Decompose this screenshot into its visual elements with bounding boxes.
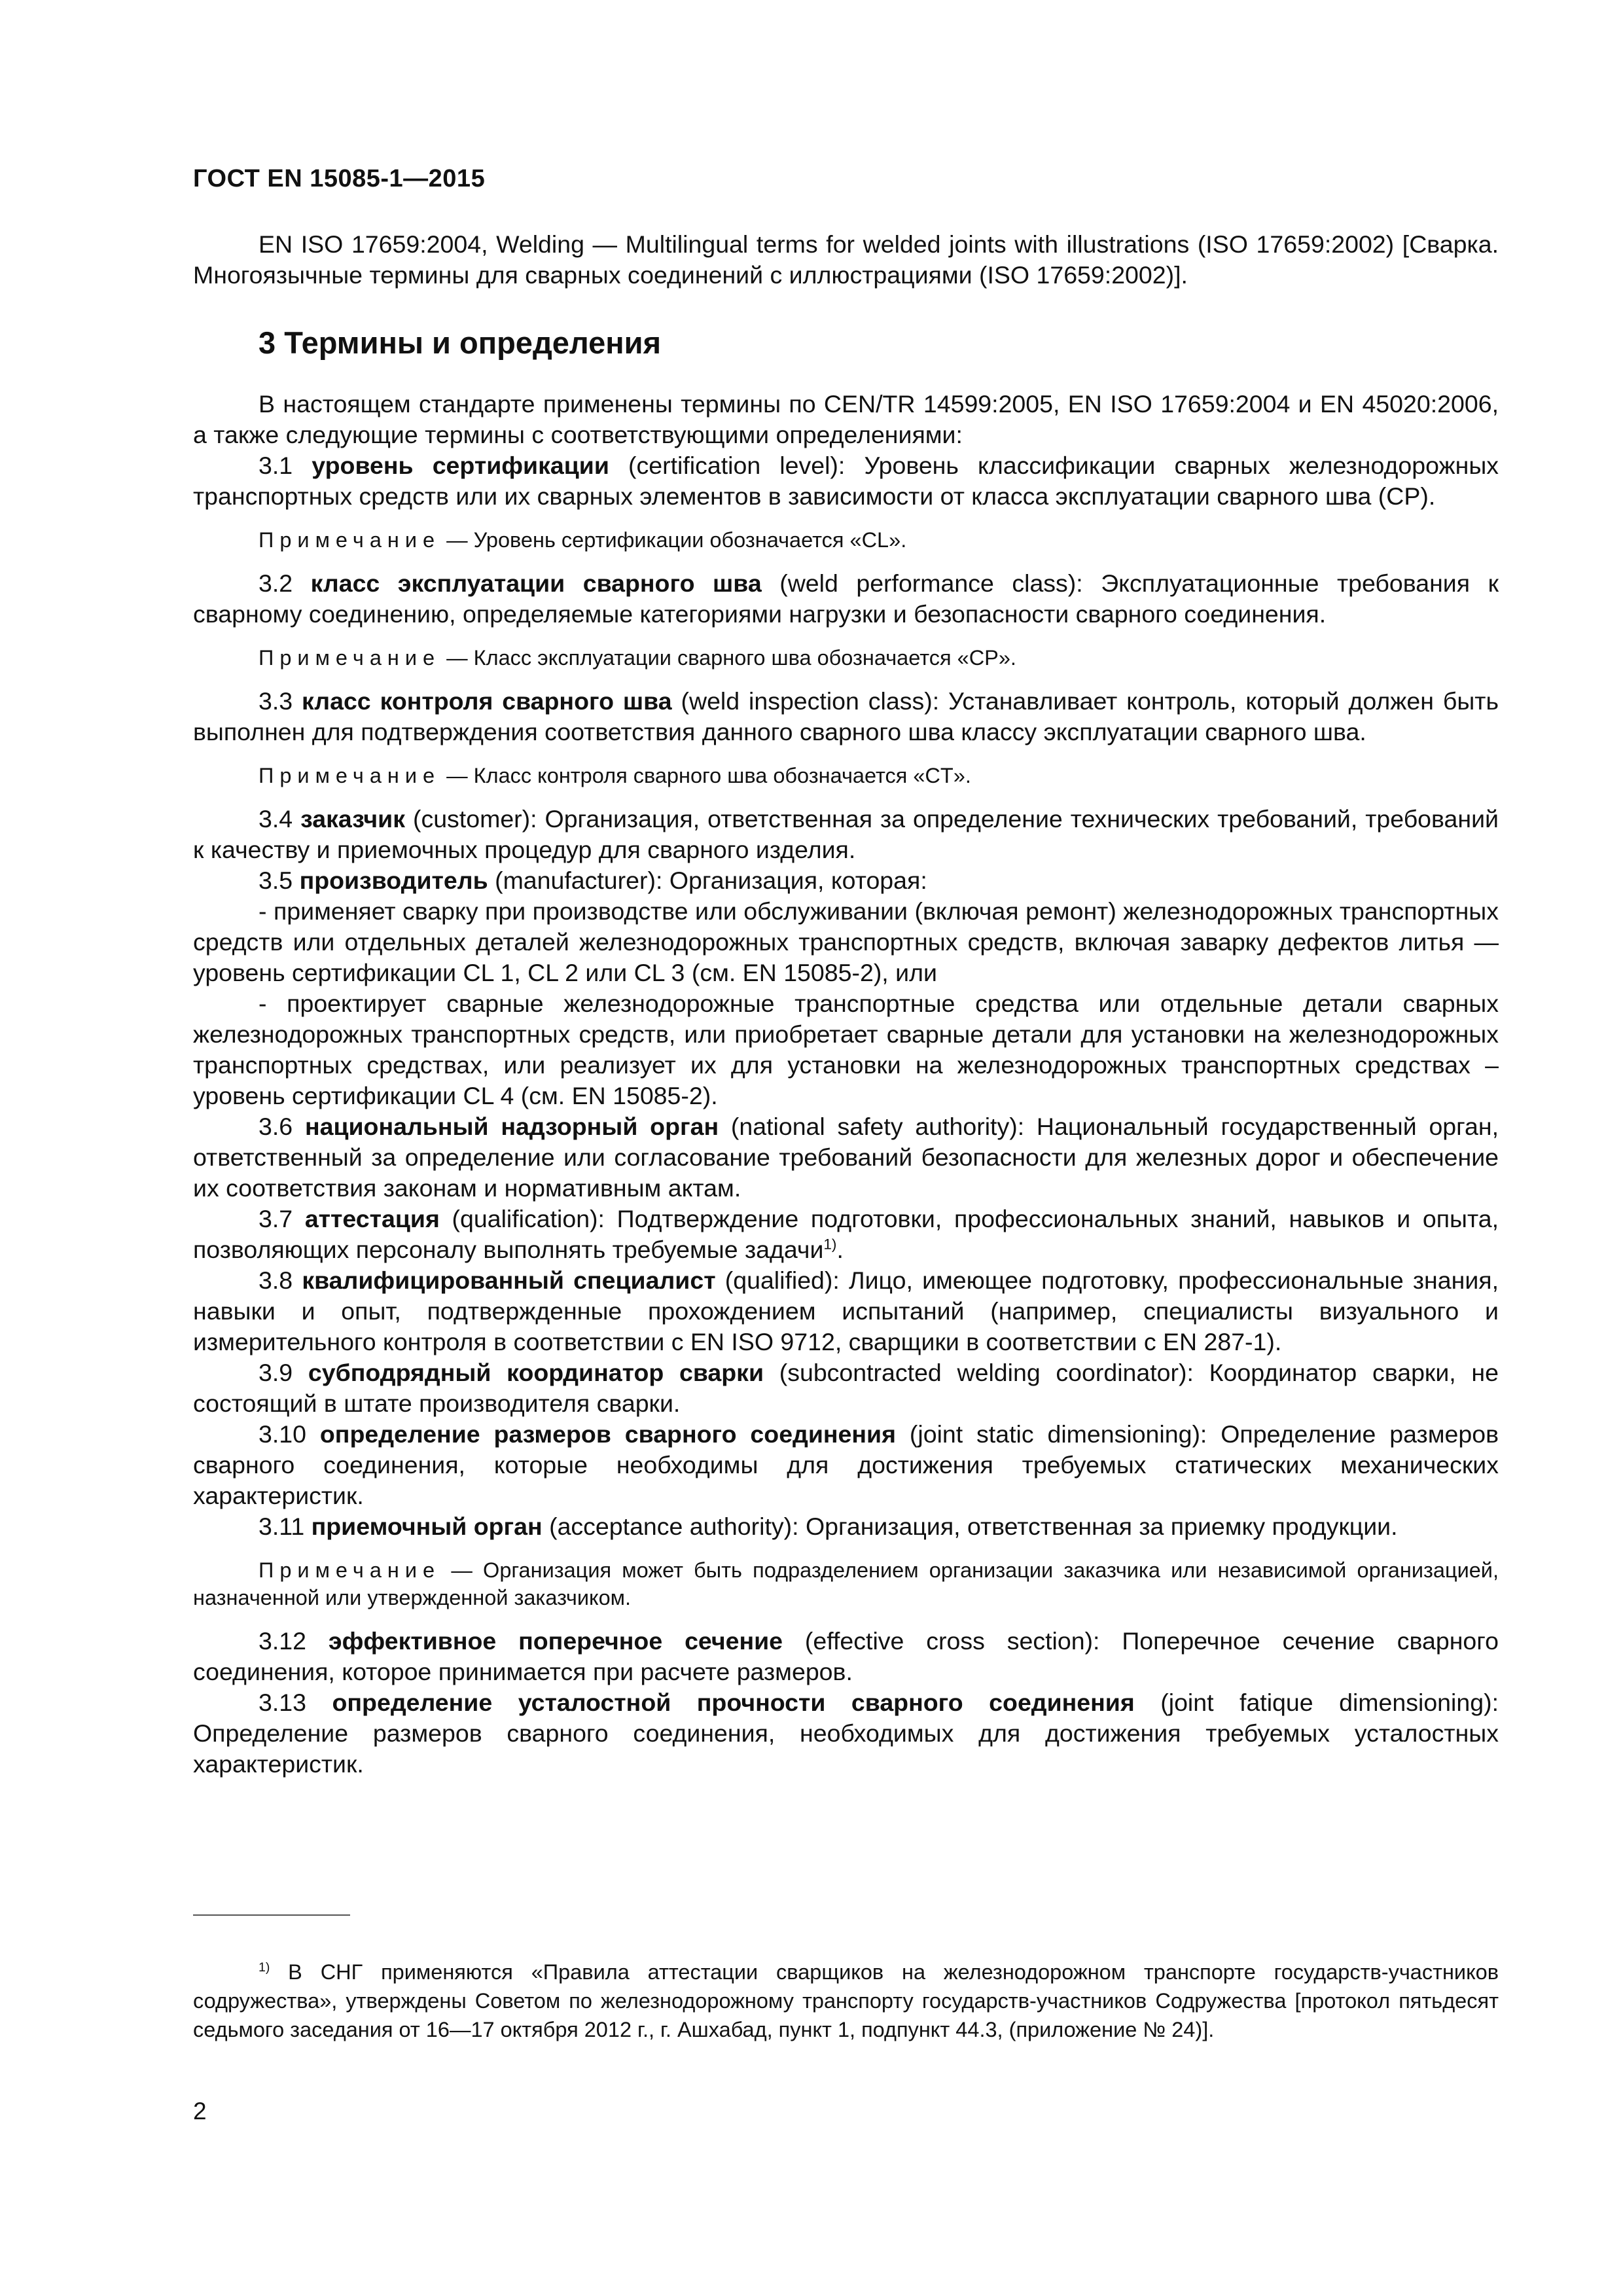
term-3-5	[193, 865, 1499, 896]
term-definition: (national safety authority): Национальный государственный орган, ответственный за определение или согласование требований безопасности для железных дорог и обеспечение их соответствия законам и нормативным актам.	[193, 1113, 1499, 1202]
term-definition: (acceptance authority): Организация, ответственная за приемку продукции.	[542, 1513, 1398, 1540]
footnote-text: В СНГ применяются «Правила аттестации сварщиков на железнодорожном транспорте государств-участников содружества», утверждены Советом по железнодорожному транспорту государств-участников Содружества [протокол пятьдесят седьмого заседания от 16—17 октября 2012 г., г. Ашхабад, пункт 1, подпункт 44.3, (приложение № 24)].	[193, 1960, 1499, 2041]
note-label: Примечание	[259, 764, 441, 787]
term-number: 3.5	[259, 867, 293, 894]
term-definition: (qualified): Лицо, имеющее подготовку, профессиональные знания, навыки и опыт, подтвержденные прохождением испытаний (например, специалисты визуального и измерительного контроля в соответствии с EN ISO 9712, сварщики в соответствии с EN 287-1).	[193, 1266, 1499, 1355]
term-definition: (weld inspection class): Устанавливает контроль, который должен быть выполнен для подтверждения соответствия данного сварного шва классу эксплуатации сварного шва.	[193, 687, 1499, 745]
term-3-4	[193, 804, 1499, 865]
footnote-mark: 1)	[259, 1960, 270, 1975]
note-text: — Уровень сертификации обозначается «CL».	[440, 528, 907, 552]
note-text: — Класс эксплуатации сварного шва обозначается «CP».	[440, 646, 1016, 670]
term-number: 3.13	[259, 1689, 306, 1716]
note-text: — Класс контроля сварного шва обозначается «CT».	[440, 764, 971, 787]
term-name: эффективное поперечное сечение	[328, 1627, 783, 1655]
term-name: класс контроля сварного шва	[302, 687, 672, 715]
note-2	[193, 644, 1499, 672]
term-name: заказчик	[300, 805, 405, 833]
term-3-2	[193, 568, 1499, 630]
term-3-5-item-a: - применяет сварку при производстве или обслуживании (включая ремонт) железнодорожных транспортных средств или отдельных деталей железнодорожных транспортных средств, включая заварку дефектов литья — уровень сертификации CL 1, CL 2 или CL 3 (см. EN 15085-2), или	[193, 897, 1499, 986]
term-definition: (joint fatique dimensioning): Определение размеров сварного соединения, необходимых для достижения требуемых усталостных характеристик.	[193, 1689, 1499, 1778]
note-label: Примечание	[259, 528, 441, 552]
note-4	[193, 1556, 1499, 1611]
term-definition: (effective cross section): Поперечное сечение сварного соединения, которое принимается при расчете размеров.	[193, 1627, 1499, 1685]
footnote-reference[interactable]: 1)	[823, 1236, 837, 1253]
term-name: определение размеров сварного соединения	[319, 1420, 896, 1448]
page-content	[193, 229, 1499, 1780]
term-3-9	[193, 1357, 1499, 1419]
term-definition: (joint static dimensioning): Определение размеров сварного соединения, которые необходимы для достижения требуемых статических механических характеристик.	[193, 1420, 1499, 1509]
document-code: ГОСТ EN 15085-1—2015	[193, 165, 486, 192]
term-3-7	[193, 1204, 1499, 1265]
term-definition: (subcontracted welding coordinator): Координатор сварки, не состоящий в штате производителя сварки.	[193, 1359, 1499, 1417]
term-number: 3.8	[259, 1266, 293, 1294]
term-3-12	[193, 1626, 1499, 1687]
page-number: 2	[193, 2098, 207, 2125]
term-name: приемочный орган	[311, 1513, 543, 1540]
term-3-6	[193, 1111, 1499, 1204]
term-3-1	[193, 450, 1499, 512]
term-3-10	[193, 1419, 1499, 1511]
term-number: 3.3	[259, 687, 293, 715]
term-name: субподрядный координатор сварки	[308, 1359, 764, 1386]
term-3-8	[193, 1265, 1499, 1357]
term-number: 3.9	[259, 1359, 293, 1386]
footnote	[193, 1958, 1499, 2044]
term-definition: (weld performance class): Эксплуатационные требования к сварному соединению, определяемые категориями нагрузки и безопасности сварного соединения.	[193, 569, 1499, 628]
section-title: 3 Термины и определения	[259, 325, 661, 360]
term-number: 3.12	[259, 1627, 306, 1655]
term-name: определение усталостной прочности сварного соединения	[332, 1689, 1135, 1716]
term-number: 3.10	[259, 1420, 306, 1448]
term-number: 3.4	[259, 805, 293, 833]
term-name: производитель	[299, 867, 488, 894]
term-number: 3.7	[259, 1205, 293, 1232]
section-intro: В настоящем стандарте применены термины по CEN/TR 14599:2005, EN ISO 17659:2004 и EN 45020:2006, а также следующие термины с соответствующими определениями:	[193, 390, 1499, 448]
term-3-5-item-b: - проектирует сварные железнодорожные транспортные средства или отдельные детали сварных железнодорожных транспортных средств, или приобретает сварные детали для установки на железнодорожных транспортных средствах, или реализует их для установки на железнодорожных транспортных средствах – уровень сертификации CL 4 (см. EN 15085-2).	[193, 990, 1499, 1109]
footnote-divider	[193, 1914, 350, 1916]
note-text: — Организация может быть подразделением организации заказчика или независимой организацией, назначенной или утвержденной заказчиком.	[193, 1558, 1499, 1609]
term-end: .	[836, 1236, 844, 1263]
term-name: класс эксплуатации сварного шва	[310, 569, 762, 597]
term-definition: (certification level): Уровень классификации сварных железнодорожных транспортных средств или их сварных элементов в зависимости от класса эксплуатации сварного шва (CP).	[193, 452, 1499, 510]
term-number: 3.1	[259, 452, 293, 479]
note-label: Примечание	[259, 646, 441, 670]
term-name: квалифицированный специалист	[302, 1266, 716, 1294]
term-number: 3.2	[259, 569, 293, 597]
note-1	[193, 526, 1499, 554]
term-definition: (manufacturer): Организация, которая:	[488, 867, 927, 894]
reference-paragraph: EN ISO 17659:2004, Welding — Multilingual terms for welded joints with illustrations (ISO 17659:2002) [Сварка. Многоязычные термины для сварных соединений с иллюстрациями (ISO 17659:2002)].	[193, 230, 1499, 289]
term-name: аттестация	[304, 1205, 440, 1232]
term-3-3	[193, 686, 1499, 747]
term-number: 3.11	[259, 1513, 305, 1540]
term-definition: (qualification): Подтверждение подготовки, профессиональных знаний, навыков и опыта, позволяющих персоналу выполнять требуемые задачи	[193, 1205, 1499, 1263]
term-3-13	[193, 1687, 1499, 1780]
term-number: 3.6	[259, 1113, 293, 1140]
note-3	[193, 762, 1499, 789]
term-3-11	[193, 1511, 1499, 1542]
term-definition: (customer): Организация, ответственная за определение технических требований, требований к качеству и приемочных процедур для сварного изделия.	[193, 805, 1499, 863]
note-label: Примечание	[259, 1558, 441, 1582]
term-name: национальный надзорный орган	[304, 1113, 719, 1140]
term-name: уровень сертификации	[312, 452, 609, 479]
